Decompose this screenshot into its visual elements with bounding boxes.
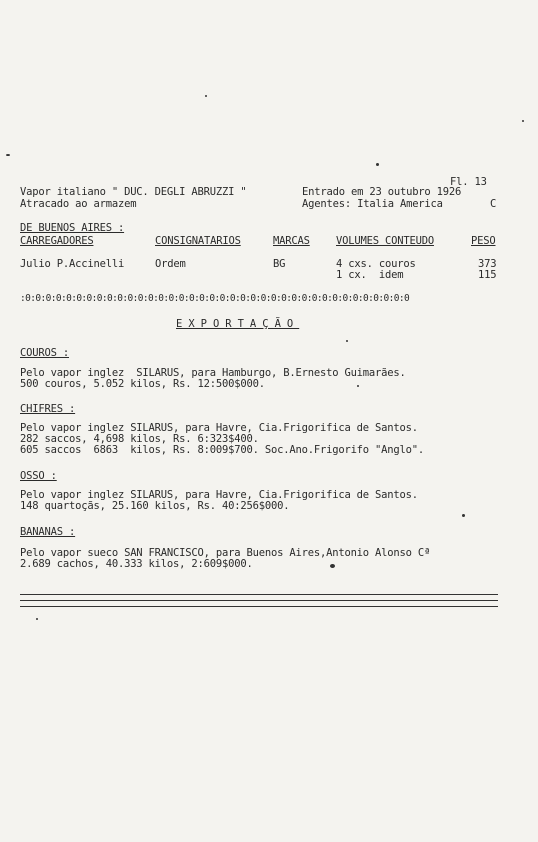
section-line: Pelo vapor inglez SILARUS, para Hamburgo, B.Ernesto Guimarães. [20, 367, 406, 379]
closing-rule [20, 594, 498, 595]
vessel-line: Vapor italiano " DUC. DEGLI ABRUZZI " [20, 186, 247, 198]
scan-speck [330, 564, 335, 568]
scan-speck [357, 385, 359, 387]
column-header-shippers: CARREGADORES [20, 235, 94, 247]
section-line: Pelo vapor inglez SILARUS, para Havre, Cia.Frigorifica de Santos. [20, 422, 418, 434]
section-heading-chifres: CHIFRES : [20, 403, 76, 415]
scan-speck [6, 154, 10, 156]
section-line: 605 saccos 6863 kilos, Rs. 8:009$700. Soc.Ano.Frigorifo "Anglo". [20, 444, 425, 456]
scan-speck [36, 618, 38, 620]
moored-line: Atracado ao armazem [20, 198, 137, 210]
row-volumes: 4 cxs. couros [336, 258, 416, 270]
row-shipper: Julio P.Accinelli [20, 258, 125, 270]
column-header-marks: MARCAS [273, 235, 310, 247]
section-line: 282 saccos, 4,698 kilos, Rs. 6:323$400. [20, 433, 259, 445]
dotted-separator: :0:0:0:0:0:0:0:0:0:0:0:0:0:0:0:0:0:0:0:0:0:0:0:0:0:0:0:0:0:0:0:0:0:0:0:0:0:0 [20, 293, 410, 304]
section-line: 2.689 cachos, 40.333 kilos, 2:609$000. [20, 558, 253, 570]
row-weight: 373 [478, 258, 497, 270]
section-heading-osso: OSSO : [20, 470, 57, 482]
section-line: 148 quartoçãs, 25.160 kilos, Rs. 40:256$000. [20, 500, 290, 512]
export-title: EXPORTAÇÃO [176, 318, 300, 330]
scan-speck [462, 514, 465, 517]
closing-rule [20, 606, 498, 607]
scan-speck [205, 95, 207, 97]
column-header-consignees: CONSIGNATARIOS [155, 235, 241, 247]
row-weight: 115 [478, 269, 497, 281]
agents-line: Agentes: Italia America [302, 198, 443, 210]
section-line: Pelo vapor sueco SAN FRANCISCO, para Buenos Aires,Antonio Alonso Cª [20, 547, 431, 559]
row-volumes: 1 cx. idem [336, 269, 404, 281]
entry-date-line: Entrado em 23 outubro 1926 [302, 186, 462, 198]
closing-rule [20, 600, 498, 601]
section-heading-bananas: BANANAS : [20, 526, 76, 538]
scan-speck [346, 340, 348, 342]
agents-suffix: C [490, 198, 497, 210]
origin-heading: DE BUENOS AIRES : [20, 222, 125, 234]
row-mark: BG [273, 258, 286, 270]
folio-number: Fl. 13 [450, 176, 487, 188]
column-header-volumes: VOLUMES CONTEUDO [336, 235, 434, 247]
column-header-weight: PESO [471, 235, 496, 247]
section-line: Pelo vapor inglez SILARUS, para Havre, Cia.Frigorifica de Santos. [20, 489, 418, 501]
scan-speck [522, 120, 524, 122]
scan-speck [376, 163, 379, 166]
section-heading-couros: COUROS : [20, 347, 69, 359]
row-consignee: Ordem [155, 258, 186, 270]
section-line: 500 couros, 5.052 kilos, Rs. 12:500$000. [20, 378, 265, 390]
